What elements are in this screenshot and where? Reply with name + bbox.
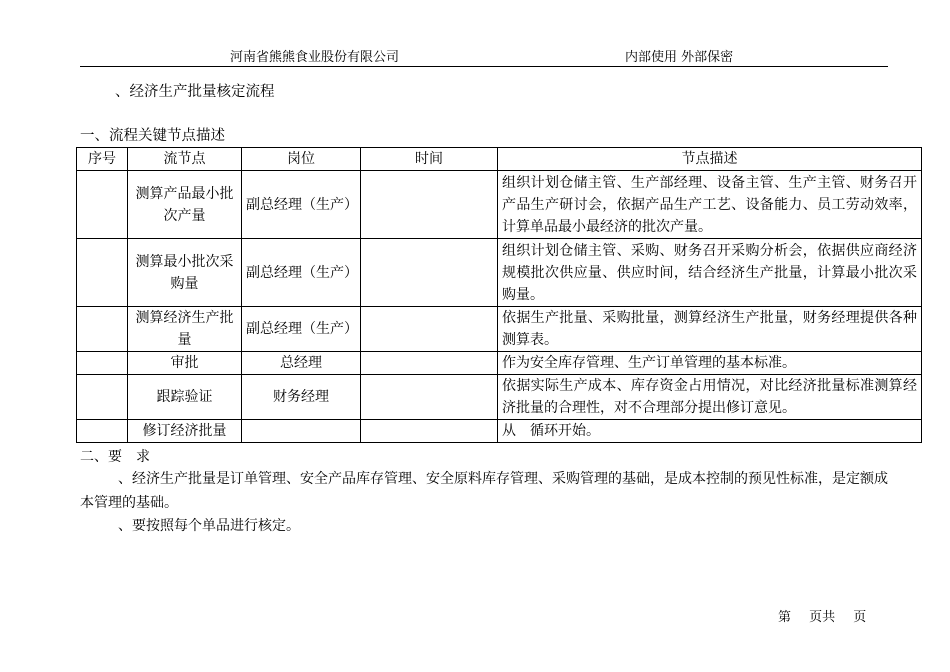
page-header [80, 44, 888, 66]
row-node: 测算经济生产批量 [128, 307, 242, 352]
row-no [77, 420, 128, 443]
row-time [361, 375, 498, 420]
table-row [77, 352, 922, 375]
row-time [361, 171, 498, 239]
confidentiality-note: 内部使用 外部保密 [625, 50, 734, 65]
col-header-time: 时间 [361, 148, 498, 171]
page-number-footer: 第 页共 页 [778, 610, 867, 625]
table-row [77, 171, 922, 239]
requirement-paragraph-2: 、要按照每个单品进行核定。 [118, 518, 300, 534]
row-post [242, 420, 361, 443]
row-no [77, 171, 128, 239]
col-header-no: 序号 [77, 148, 128, 171]
table-header-row [77, 148, 922, 171]
row-node: 测算产品最小批次产量 [128, 171, 242, 239]
header-rule [80, 66, 888, 67]
col-header-desc: 节点描述 [498, 148, 922, 171]
row-node: 跟踪验证 [128, 375, 242, 420]
row-desc: 组织计划仓储主管、生产部经理、设备主管、生产主管、财务召开产品生产研讨会，依据产品生产工艺、设备能力、员工劳动效率，计算单品最小最经济的批次产量。 [498, 171, 922, 239]
row-node: 修订经济批量 [128, 420, 242, 443]
row-no [77, 307, 128, 352]
table-row [77, 307, 922, 352]
table-row [77, 420, 922, 443]
row-desc: 依据生产批量、采购批量，测算经济生产批量，财务经理提供各种测算表。 [498, 307, 922, 352]
row-time [361, 239, 498, 307]
row-no [77, 352, 128, 375]
row-post: 副总经理（生产） [242, 307, 361, 352]
row-node: 审批 [128, 352, 242, 375]
row-desc: 组织计划仓储主管、采购、财务召开采购分析会，依据供应商经济规模批次供应量、供应时间，结合经济生产批量，计算最小批次采购量。 [498, 239, 922, 307]
row-post: 总经理 [242, 352, 361, 375]
row-no [77, 239, 128, 307]
row-post: 副总经理（生产） [242, 239, 361, 307]
requirement-paragraph-1: 、经济生产批量是订单管理、安全产品库存管理、安全原料库存管理、采购管理的基础，是成本控制的预见性标准，是定额成本管理的基础。 [80, 471, 888, 511]
section-1-heading: 一、流程关键节点描述 [80, 128, 225, 144]
row-time [361, 307, 498, 352]
row-desc: 从 循环开始。 [498, 420, 922, 443]
col-header-node: 流节点 [128, 148, 242, 171]
document-title: 、经济生产批量核定流程 [115, 84, 275, 100]
process-node-table [76, 147, 922, 443]
row-desc: 依据实际生产成本、库存资金占用情况，对比经济批量标准测算经济批量的合理性，对不合理部分提出修订意见。 [498, 375, 922, 420]
row-no [77, 375, 128, 420]
company-name: 河南省熊熊食业股份有限公司 [230, 50, 400, 65]
table-row [77, 239, 922, 307]
table-row [77, 375, 922, 420]
row-post: 副总经理（生产） [242, 171, 361, 239]
col-header-post: 岗位 [242, 148, 361, 171]
row-desc: 作为安全库存管理、生产订单管理的基本标准。 [498, 352, 922, 375]
row-time [361, 420, 498, 443]
row-post: 财务经理 [242, 375, 361, 420]
row-node: 测算最小批次采购量 [128, 239, 242, 307]
row-time [361, 352, 498, 375]
section-2-heading: 二、要 求 [80, 449, 150, 465]
